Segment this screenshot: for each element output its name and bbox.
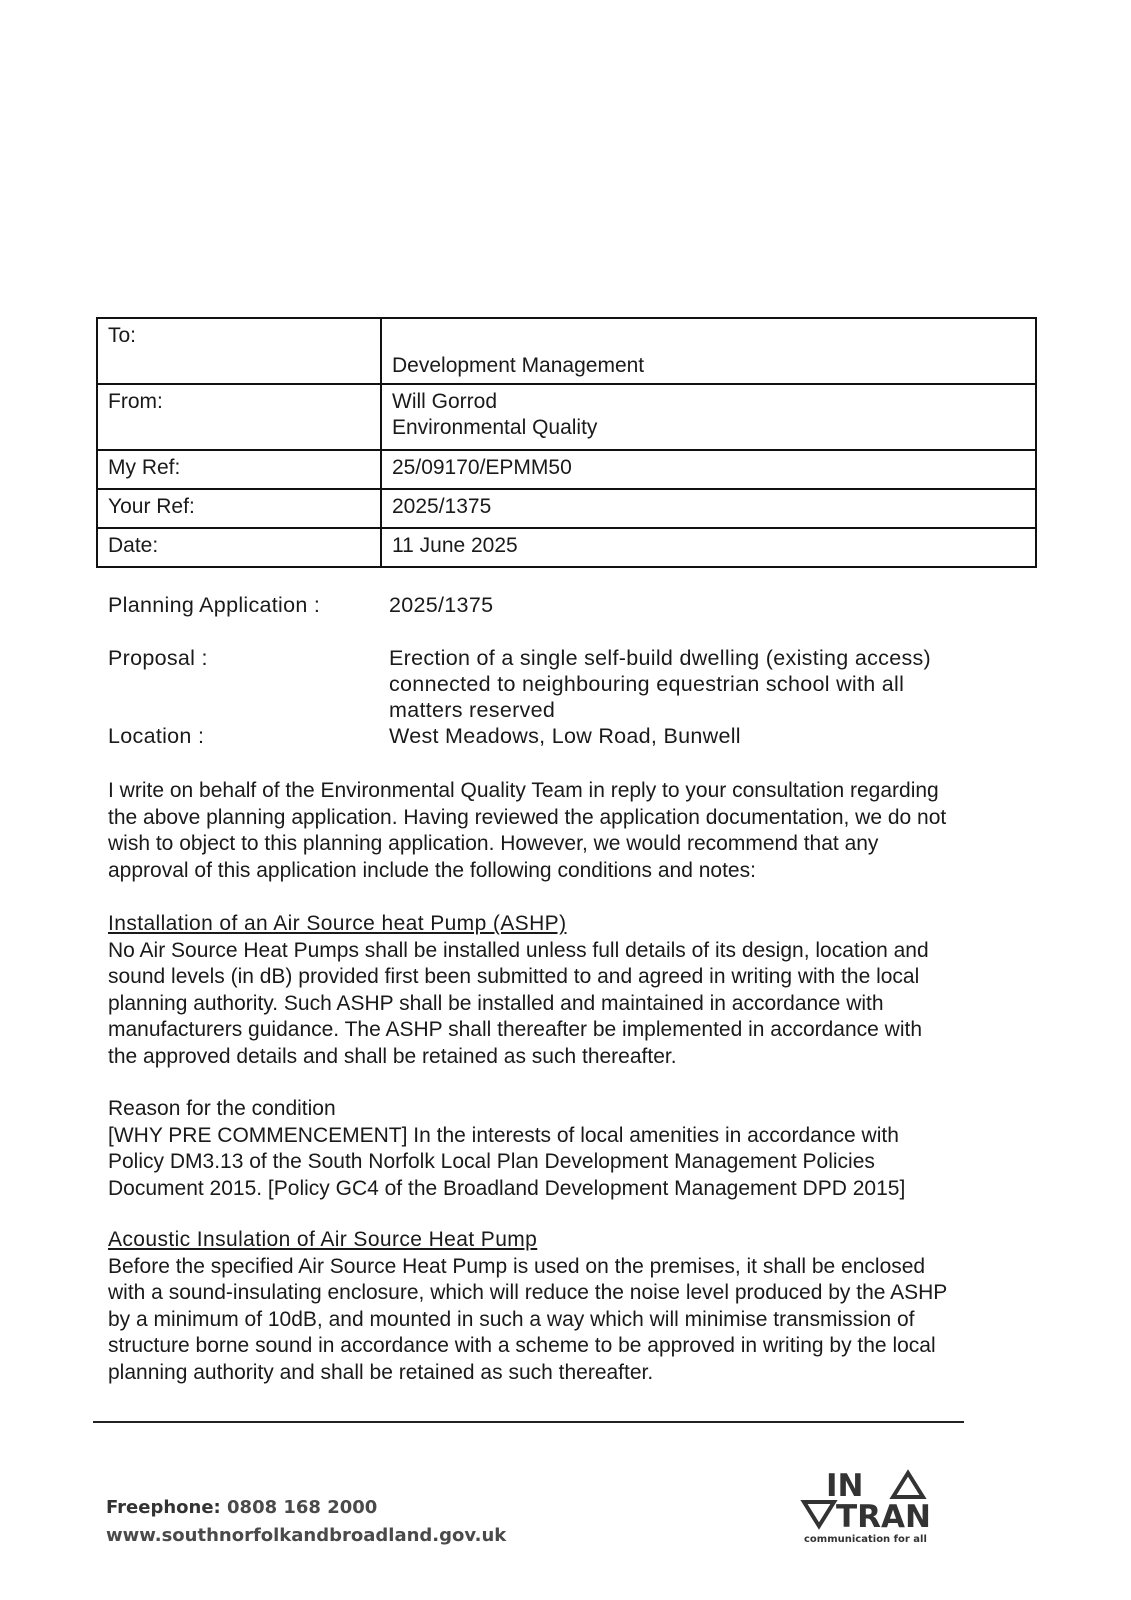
location-row <box>108 723 1038 749</box>
from-name: Will Gorrod <box>392 390 498 413</box>
freephone-label: Freephone: <box>106 1497 221 1518</box>
memo-row-my-ref <box>97 450 1036 489</box>
my-ref-label: My Ref: <box>97 450 381 489</box>
acoustic-line: Before the specified Air Source Heat Pump is used on the premises, it shall be enclosed <box>108 1254 926 1278</box>
intro-paragraph <box>108 778 1038 884</box>
proposal-value <box>389 645 1038 723</box>
reason-heading: Reason for the condition <box>108 1097 336 1120</box>
proposal-line: connected to neighbouring equestrian school with all <box>389 672 905 696</box>
intro-line: approval of this application include the following conditions and notes: <box>108 858 756 882</box>
proposal-line: Erection of a single self-build dwelling (existing access) <box>389 646 932 670</box>
planning-application-value: 2025/1375 <box>389 593 494 617</box>
from-label: From: <box>97 384 381 450</box>
from-team: Environmental Quality <box>392 416 598 439</box>
footer-divider <box>93 1421 964 1423</box>
memo-row-from <box>97 384 1036 450</box>
proposal-label: Proposal : <box>108 646 208 670</box>
planning-application-label: Planning Application : <box>108 593 321 617</box>
ashp-line: No Air Source Heat Pumps shall be installed unless full details of its design, location and <box>108 938 929 962</box>
ashp-heading: Installation of an Air Source heat Pump (ASHP) <box>108 912 567 935</box>
ashp-line: planning authority. Such ASHP shall be installed and maintained in accordance with <box>108 991 884 1015</box>
location-value: West Meadows, Low Road, Bunwell <box>389 724 741 748</box>
logo-tagline: communication for all <box>804 1534 927 1545</box>
reason-section <box>108 1096 1038 1202</box>
website-link[interactable]: www.southnorfolkandbroadland.gov.uk <box>106 1525 507 1546</box>
your-ref-value: 2025/1375 <box>381 489 1036 528</box>
triangle-down-icon <box>804 1502 834 1526</box>
freephone-line <box>106 1494 506 1522</box>
memo-header-table <box>96 317 1037 568</box>
planning-application-row <box>108 592 1038 618</box>
acoustic-condition <box>108 1227 1038 1386</box>
date-label: Date: <box>97 528 381 567</box>
intran-logo <box>796 1464 956 1546</box>
reason-line: [WHY PRE COMMENCEMENT] In the interests of local amenities in accordance with <box>108 1123 899 1147</box>
acoustic-line: with a sound-insulating enclosure, which will reduce the noise level produced by the ASHP <box>108 1281 948 1304</box>
acoustic-heading: Acoustic Insulation of Air Source Heat Pump <box>108 1228 538 1251</box>
location-label: Location : <box>108 724 205 748</box>
reason-line: Policy DM3.13 of the South Norfolk Local Plan Development Management Policies <box>108 1150 875 1173</box>
ashp-condition <box>108 911 1038 1070</box>
your-ref-label: Your Ref: <box>97 489 381 528</box>
intro-line: I write on behalf of the Environmental Quality Team in reply to your consultation regarding <box>108 779 939 802</box>
memo-row-date <box>97 528 1036 567</box>
intro-line: the above planning application. Having reviewed the application documentation, we do not <box>108 805 947 829</box>
from-value <box>381 384 1036 450</box>
date-value: 11 June 2025 <box>381 528 1036 567</box>
memo-row-your-ref <box>97 489 1036 528</box>
ashp-line: the approved details and shall be retained as such thereafter. <box>108 1044 677 1068</box>
to-label: To: <box>97 318 381 384</box>
reason-line: Document 2015. [Policy GC4 of the Broadland Development Management DPD 2015] <box>108 1176 906 1200</box>
triangle-up-icon <box>893 1473 923 1497</box>
acoustic-line: by a minimum of 10dB, and mounted in such a way which will minimise transmission of <box>108 1307 915 1331</box>
my-ref-value: 25/09170/EPMM50 <box>381 450 1036 489</box>
logo-text-tran: TRAN <box>836 1499 931 1535</box>
logo-text-in: IN <box>826 1468 864 1504</box>
to-value: Development Management <box>381 318 1036 384</box>
freephone-number: 0808 168 2000 <box>227 1497 378 1518</box>
proposal-line: matters reserved <box>389 698 556 722</box>
ashp-line: sound levels (in dB) provided first been submitted to and agreed in writing with the local <box>108 965 920 988</box>
ashp-line: manufacturers guidance. The ASHP shall thereafter be implemented in accordance with <box>108 1018 923 1041</box>
acoustic-line: structure borne sound in accordance with a scheme to be approved in writing by the local <box>108 1334 936 1357</box>
acoustic-line: planning authority and shall be retained as such thereafter. <box>108 1360 654 1384</box>
memo-row-to <box>97 318 1036 384</box>
footer-contact <box>106 1494 506 1550</box>
proposal-row <box>108 645 1038 749</box>
intro-line: wish to object to this planning application. However, we would recommend that any <box>108 832 879 855</box>
